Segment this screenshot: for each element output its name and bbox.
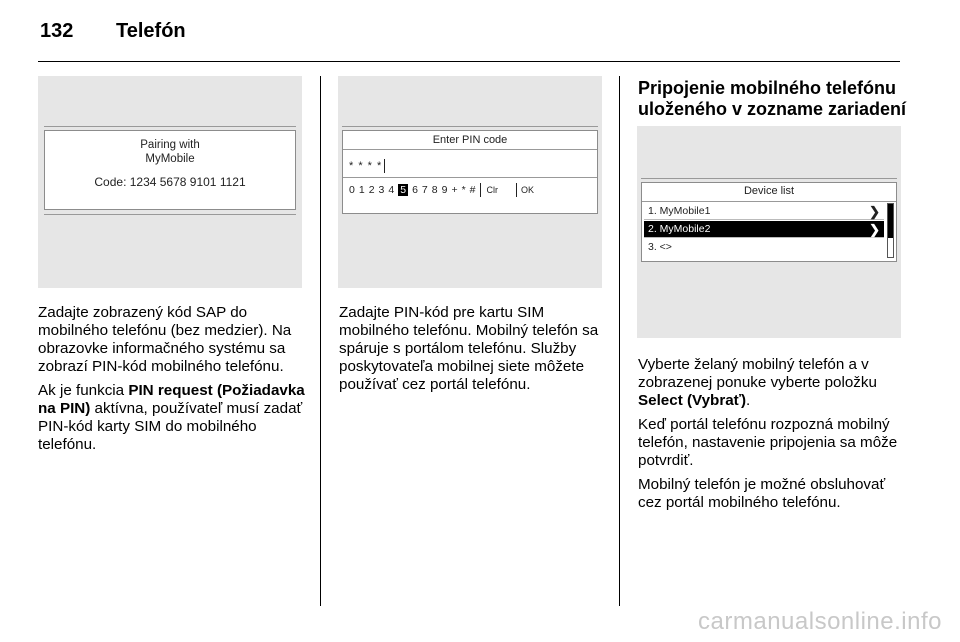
pin-screenshot <box>338 76 602 288</box>
pin-title: Enter PIN code <box>432 134 508 146</box>
page-header <box>38 18 900 62</box>
ok-button[interactable]: OK <box>521 184 535 195</box>
pin-digit-key[interactable]: 4 <box>388 183 395 196</box>
pairing-display <box>44 130 296 210</box>
pin-digit-key[interactable]: 0 <box>349 183 355 196</box>
col2-para-1: Zadajte PIN-kód pre kartu SIM mobilného telefónu. Mobilný telefón sa spáruje s portálom telefónu. Služby poskytovateľa mobilnej siete môžete používať cez portál telefónu. <box>339 304 599 393</box>
pin-digit-key[interactable]: 6 <box>412 183 418 196</box>
select-term: Select (Vybrať) <box>638 392 747 409</box>
col3-para-3: Mobilný telefón je možné obsluhovať cez portál mobilného telefónu. <box>638 476 886 511</box>
pin-digit-key[interactable]: 3 <box>378 183 385 196</box>
section-title: Pripojenie mobilného telefónu uloženého v zozname zariadení <box>638 78 907 119</box>
pin-display <box>342 130 598 214</box>
col1-para-1: Zadajte zobrazený kód SAP do mobilného telefónu (bez medzier). Na obrazovke informačného systému sa zobrazí PIN-kód mobilného telefónu. <box>38 304 292 375</box>
pin-digit-key[interactable]: # <box>469 183 476 196</box>
scrollbar-thumb[interactable] <box>888 204 893 238</box>
pin-digit-key-selected[interactable]: 5 <box>400 183 407 196</box>
column-divider-2 <box>619 76 620 606</box>
col1-text <box>38 304 308 460</box>
page-title: Telefón <box>116 20 186 42</box>
device-list-item[interactable]: 3. <> <box>648 241 672 253</box>
device-list-item[interactable]: 1. MyMobile1 ❯ <box>644 203 884 220</box>
column-divider-1 <box>320 76 321 606</box>
device-list-display <box>641 182 897 262</box>
pin-request-term: PIN request (Požiadavka na PIN) <box>38 382 305 417</box>
chevron-right-icon: ❯ <box>869 222 880 237</box>
pairing-code: Code: 1234 5678 9101 1121 <box>94 175 246 189</box>
pin-keypad <box>349 183 538 197</box>
pairing-line-1: Pairing with <box>140 139 200 151</box>
col3-text <box>638 356 908 518</box>
col3-para-1: Vyberte želaný mobilný telefón a v zobrazenej ponuke vyberte položku Select (Vybrať). <box>638 356 877 409</box>
device-list-item-selected[interactable]: 2. MyMobile2 ❯ <box>644 221 884 238</box>
clear-button[interactable]: Clr <box>486 184 499 195</box>
col2-text <box>339 304 609 400</box>
pin-digit-key[interactable]: 8 <box>431 183 438 196</box>
pin-digit-key[interactable]: 9 <box>441 183 448 196</box>
pin-digit-key[interactable]: + <box>451 183 458 196</box>
device-list-title: Device list <box>743 185 795 197</box>
chevron-right-icon: ❯ <box>869 204 880 219</box>
pin-digit-key[interactable]: * <box>461 183 466 196</box>
col3-para-2: Keď portál telefónu rozpozná mobilný telefón, nastavenie pripojenia sa môže potvrdiť. <box>638 416 898 469</box>
page-number: 132 <box>40 20 74 42</box>
pin-digit-key[interactable]: 7 <box>421 183 428 196</box>
watermark: carmanualsonline.info <box>698 608 942 635</box>
pairing-device-name: MyMobile <box>145 153 195 165</box>
pin-digit-key[interactable]: 1 <box>358 183 365 196</box>
col1-para-2: Ak je funkcia PIN request (Požiadavka na PIN) aktívna, používateľ musí zadať PIN-kód karty SIM do mobilného telefónu. <box>38 382 305 453</box>
device-list-screenshot <box>637 126 901 338</box>
pin-entry-field: * * * * <box>349 159 385 173</box>
pin-digit-key[interactable]: 2 <box>368 183 375 196</box>
pairing-screenshot <box>38 76 302 288</box>
scrollbar[interactable] <box>887 203 894 258</box>
